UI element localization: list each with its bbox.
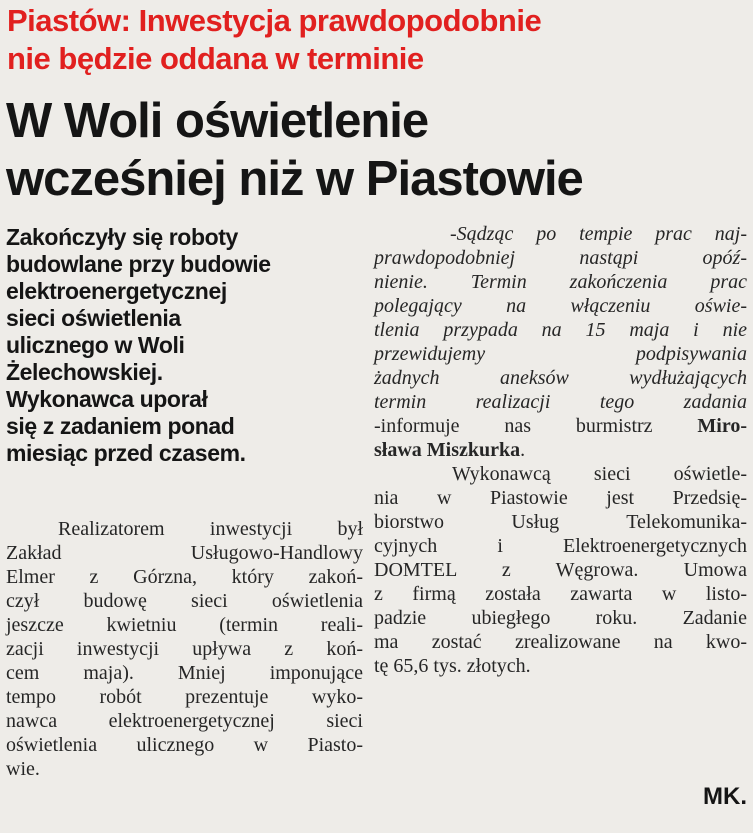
quote-line: termin realizacji tego zadania bbox=[374, 391, 747, 413]
lead-line: budowlane przy budowie bbox=[6, 251, 271, 277]
body-line: Wykonawcą sieci oświetle- bbox=[452, 463, 747, 485]
body-line: DOMTEL z Węgrowa. Umowa bbox=[374, 559, 747, 581]
author-byline: MK. bbox=[703, 783, 747, 810]
quote-line: nienie. Termin zakończenia prac bbox=[374, 271, 747, 293]
body-line: z firmą została zawarta w listo- bbox=[374, 583, 747, 605]
body-line: wie. bbox=[6, 758, 40, 780]
bleed-through-text bbox=[743, 0, 749, 27]
headline-line: wcześniej niż w Piastowie bbox=[6, 152, 583, 206]
lead-paragraph bbox=[6, 224, 361, 467]
lead-line: miesiąc przed czasem. bbox=[6, 440, 246, 466]
kicker-line: nie będzie oddana w terminie bbox=[7, 41, 424, 76]
mayor-name: Miro- bbox=[697, 415, 747, 437]
quote-line: prawdopodobniej nastąpi opóź- bbox=[374, 247, 747, 269]
mayor-name: sława Miszkurka bbox=[374, 439, 521, 461]
body-line: czył budowę sieci oświetlenia bbox=[6, 590, 363, 612]
body-line: Elmer z Górzna, który zakoń- bbox=[6, 566, 363, 588]
quote-line: -Sądząc po tempie prac naj- bbox=[450, 223, 747, 245]
lead-line: sieci oświetlenia bbox=[6, 305, 181, 331]
lead-line: elektroenergetycznej bbox=[6, 278, 227, 304]
quote-line: przewidujemy podpisywania bbox=[374, 343, 747, 365]
body-line: ma zostać zrealizowane na kwo- bbox=[374, 631, 747, 653]
kicker-line: Piastów: Inwestycja prawdopodobnie bbox=[7, 3, 542, 38]
body-line: nawca elektroenergetycznej sieci bbox=[6, 710, 363, 732]
body-line: oświetlenia ulicznego w Piasto- bbox=[6, 734, 363, 756]
body-line: tę 65,6 tys. złotych. bbox=[374, 655, 531, 677]
lead-line: ulicznego w Woli bbox=[6, 332, 185, 358]
body-line: biorstwo Usług Telekomunika- bbox=[374, 511, 747, 533]
quote-line: polegający na włączeniu oświe- bbox=[374, 295, 747, 317]
lead-line: Żelechowskiej. bbox=[6, 359, 163, 385]
body-line: jeszcze kwietniu (termin reali- bbox=[6, 614, 363, 636]
body-line: cem maja). Mniej imponujące bbox=[6, 662, 363, 684]
body-line: Zakład Usługowo-Handlowy bbox=[6, 542, 363, 564]
attribution-text: -informuje nas burmistrz bbox=[374, 415, 698, 437]
body-line: nia w Piastowie jest Przedsię- bbox=[374, 487, 747, 509]
body-line: cyjnych i Elektroenergetycznych bbox=[374, 535, 747, 557]
attribution-line bbox=[374, 438, 747, 462]
body-column-right bbox=[374, 222, 747, 678]
attribution-text: . bbox=[520, 439, 526, 461]
kicker bbox=[7, 2, 567, 78]
body-column-left bbox=[6, 517, 363, 781]
headline bbox=[6, 92, 706, 208]
body-line: tempo robót prezentuje wyko- bbox=[6, 686, 363, 708]
quote-line: tlenia przypada na 15 maja i nie bbox=[374, 319, 747, 341]
lead-line: się z zadaniem ponad bbox=[6, 413, 235, 439]
body-line: Realizatorem inwestycji był bbox=[58, 518, 363, 540]
body-line: zacji inwestycji upływa z koń- bbox=[6, 638, 363, 660]
quote-line: żadnych aneksów wydłużających bbox=[374, 367, 747, 389]
headline-line: W Woli oświetlenie bbox=[6, 94, 429, 148]
lead-line: Zakończyły się roboty bbox=[6, 224, 238, 250]
lead-line: Wykonawca uporał bbox=[6, 386, 208, 412]
attribution-line bbox=[374, 414, 747, 438]
body-line: padzie ubiegłego roku. Zadanie bbox=[374, 607, 747, 629]
